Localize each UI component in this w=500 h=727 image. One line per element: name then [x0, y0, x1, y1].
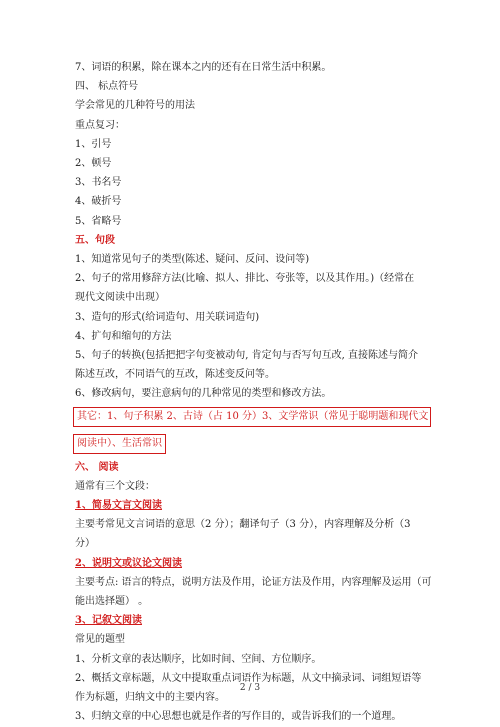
list-item: 5、句子的转换(包括把把字句变被动句, 肯定句与否写句互改, 直接陈述与简介 — [75, 350, 418, 362]
page-number: 2 / 3 — [239, 683, 261, 693]
text-line: 通常有三个文段： — [75, 480, 155, 492]
section-heading-reading: 六、 阅读 — [75, 461, 119, 473]
list-item: 6、修改病句，要注意病句的几种常见的类型和修改方法。 — [75, 388, 332, 400]
list-item: 1、知道常见句子的类型(陈述、疑问、反问、设问等) — [75, 254, 310, 266]
list-item: 2、概括文章标题，从文中提取重点词语作为标题，从文中摘录词、词组短语等 — [75, 672, 422, 684]
text-line: 现代文阅读中出现） — [75, 292, 165, 304]
text-line: 主要考常见文言词语的意思（2 分）；翻译句子（3 分），内容理解及分析（3 — [75, 519, 411, 531]
text-line: 7、词语的积累，除在课本之内的还有在日常生活中积累。 — [75, 62, 332, 73]
list-item: 1、分析文章的表达顺序，比如时间、空间、方位顺序。 — [75, 653, 322, 665]
list-item: 1、引号 — [75, 138, 112, 150]
text-line: 学会常见的几种符号的用法 — [75, 100, 195, 112]
text-line: 陈述互改，不同语气的互改，陈述变反问等。 — [75, 369, 275, 381]
list-item: 3、造句的形式(给词造句、用关联词造句) — [75, 311, 260, 323]
text-line: 主要考点: 语言的特点，说明方法及作用，论证方法及作用，内容理解及运用（可 — [75, 576, 432, 588]
list-item: 4、扩句和缩句的方法 — [75, 330, 172, 342]
text-line: 常见的题型 — [75, 634, 125, 646]
document-body — [75, 58, 435, 727]
reading-heading-expository: 2、说明文或议论文阅读 — [75, 557, 182, 569]
list-item: 5、省略号 — [75, 215, 122, 227]
list-item: 2、句子的常用修辞方法(比喻、拟人、排比、夸张等，以及其作用。)（经常在 — [75, 273, 415, 285]
reading-heading-classical: 1、简易文言文阅读 — [75, 500, 162, 512]
text-line: 分） — [75, 538, 95, 550]
text-line: 作为标题，归纳文中的主要内容。 — [75, 692, 225, 704]
section-heading-sentences: 五、句段 — [75, 234, 115, 246]
list-item: 3、归纳文章的中心思想也就是作者的写作目的，或告诉我们的一个道理。 — [75, 711, 402, 723]
list-item: 2、顿号 — [75, 158, 112, 170]
note-box-line-1: 其它：1、句子积累 2、古诗（占 10 分）3、文学常识（常见于聪明题和现代文 — [73, 407, 431, 427]
section-heading-punctuation: 四、 标点符号 — [75, 81, 139, 93]
list-item: 4、破折号 — [75, 196, 122, 208]
note-box-line-2: 阅读中）、生活常识 — [73, 434, 166, 454]
reading-heading-narrative: 3、记叙文阅读 — [75, 615, 142, 627]
list-item: 3、书名号 — [75, 177, 122, 189]
text-line: 能出选择题） 。 — [75, 596, 149, 608]
text-line: 重点复习： — [75, 119, 125, 131]
